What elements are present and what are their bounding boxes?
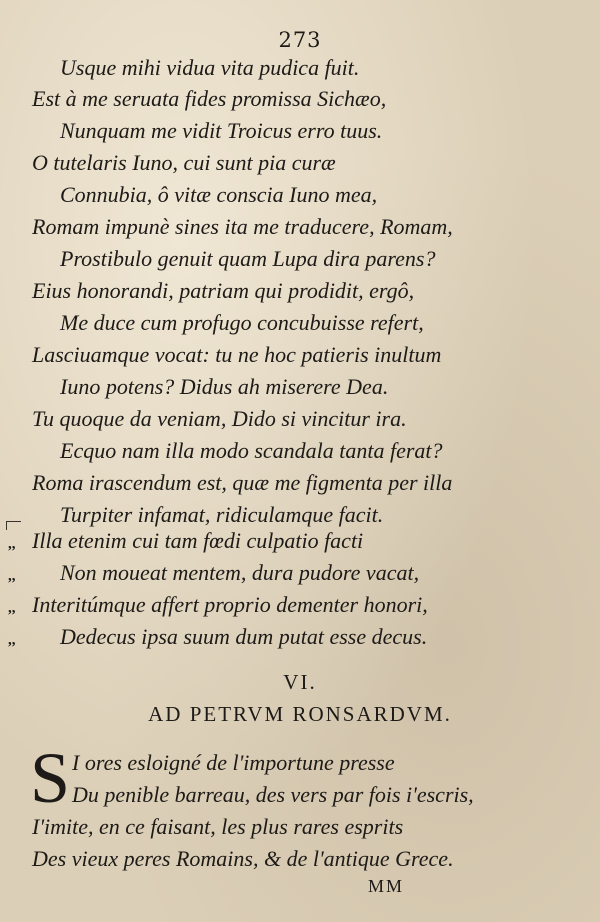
verse-line: Usque mihi vidua vita pudica fuit. [60,55,360,80]
quote-mark: ,, [8,632,16,648]
verse-line: Non moueat mentem, dura pudore vacat, [60,560,420,585]
verse-line: Eius honorandi, patriam qui prodidit, ergô, [32,278,415,303]
quote-mark: ,, [8,536,16,552]
verse-line: Iuno potens? Didus ah miserere Dea. [60,374,389,399]
poem-title: AD PETRVM RONSARDVM. [148,702,452,726]
verse-line: Romam impunè sines ita me traducere, Romam, [32,214,453,239]
verse-line: Dedecus ipsa suum dum putat esse decus. [60,624,428,649]
verse-line: Du penible barreau, des vers par fois i'escris, [72,782,474,807]
verse-line: Est à me seruata fides promissa Sichæo, [32,86,387,111]
verse-line: Nunquam me vidit Troicus erro tuus. [60,118,383,143]
verse-line: Tu quoque da veniam, Dido si vincitur ira. [32,406,407,431]
verse-line: Turpiter infamat, ridiculamque facit. [60,502,384,527]
section-number: VI. [283,670,317,694]
verse-line: Illa etenim cui tam fœdi culpatio facti [32,528,364,553]
verse-line: Lasciuamque vocat: tu ne hoc patieris inultum [32,342,442,367]
drop-cap: S [30,738,71,818]
verse-line: Roma irascendum est, quæ me figmenta per illa [32,470,453,495]
verse-line: Interitúmque affert proprio dementer honori, [32,592,428,617]
catchword: MM [368,876,405,896]
quote-mark: ,, [8,568,16,584]
verse-line: Connubia, ô vitæ conscia Iuno mea, [60,182,378,207]
verse-line: Des vieux peres Romains, & de l'antique Grece. [32,846,454,871]
page-number: 273 [278,28,322,52]
verse-line: O tutelaris Iuno, cui sunt pia curæ [32,150,336,175]
verse-line: Ecquo nam illa modo scandala tanta ferat? [60,438,443,463]
verse-line: Me duce cum profugo concubuisse refert, [60,310,424,335]
quote-mark: ,, [8,600,16,616]
margin-bracket [6,521,21,530]
verse-line: I ores esloigné de l'importune presse [72,750,395,775]
verse-line: I'imite, en ce faisant, les plus rares esprits [32,814,404,839]
verse-line: Prostibulo genuit quam Lupa dira parens? [60,246,436,271]
